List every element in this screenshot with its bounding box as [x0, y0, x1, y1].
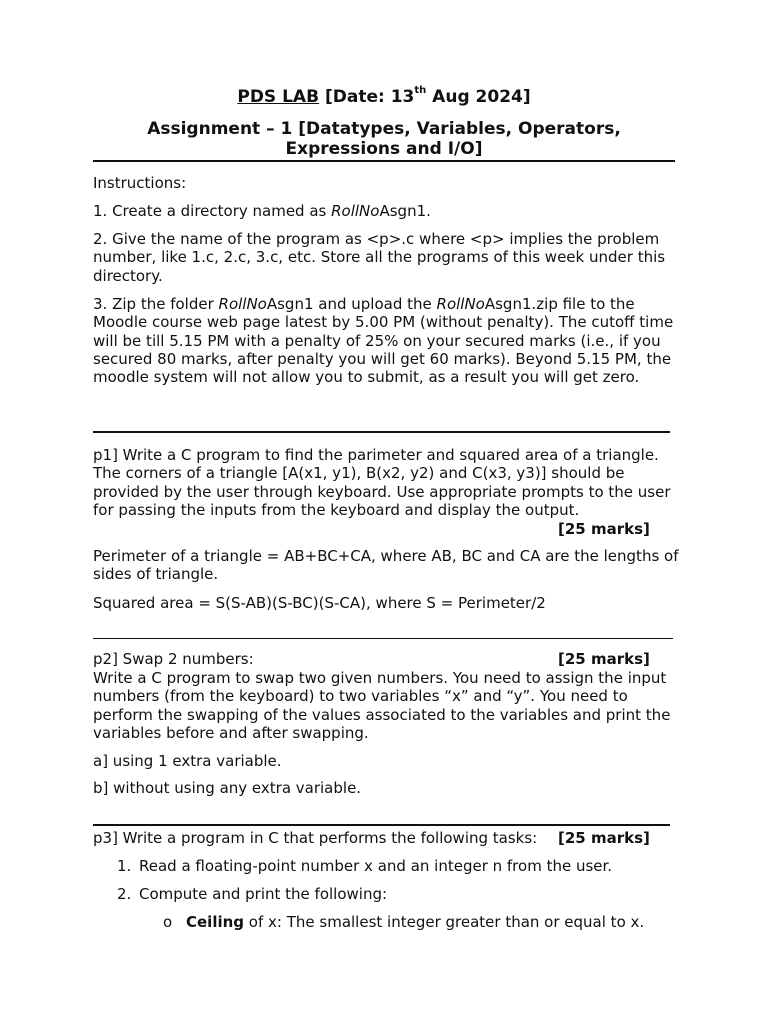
p3-item1-number: 1.	[117, 857, 132, 875]
instruction-1-text: 1. Create a directory named as	[93, 202, 332, 220]
instruction-3-c: Asgn1.zip file to the Moodle course web page latest by 5.00 PM (without penalty). The cutoff time will be till 5.15 PM with a penalty of 25% on your secured marks (i.e., if you secured 80 marks, after penalty you will get 60 marks). Beyond 5.15 PM, the moodle system will not allow you to submit, as a result you will get zero.	[93, 295, 674, 387]
rollno-italic: RollNo	[331, 202, 380, 220]
p3-item1: Read a floating-point number x and an integer n from the user.	[139, 857, 613, 875]
p2-option-b: b] without using any extra variable.	[93, 779, 362, 797]
instruction-1	[93, 202, 683, 220]
p1-marks: [25 marks]	[558, 520, 650, 538]
date-suffix: Aug 2024]	[426, 87, 531, 107]
bullet-icon: o	[163, 913, 173, 931]
p1-text: p1] Write a C program to find the parimeter and squared area of a triangle. The corners of a triangle [A(x1, y1), B(x2, y2) and C(x3, y3)] should be provided by the user through keyboard. Use appropriate prompts to the user for passing the inputs from the keyboard and display the output.	[93, 446, 671, 519]
instructions-heading: Instructions:	[93, 174, 187, 192]
p3-subitem-ceiling	[186, 913, 644, 931]
p1-perimeter: Perimeter of a triangle = AB+BC+CA, where AB, BC and CA are the lengths of sides of triangle.	[93, 547, 679, 584]
p1-area: Squared area = S(S-AB)(S-BC)(S-CA), where S = Perimeter/2	[93, 594, 546, 612]
instruction-3-b: Asgn1 and upload the	[266, 295, 437, 313]
title-rule	[93, 160, 675, 162]
p3-title: p3] Write a program in C that performs the following tasks:	[93, 829, 538, 847]
section-rule-2	[93, 638, 673, 639]
ceiling-text: of x: The smallest integer greater than or equal to x.	[244, 913, 645, 931]
assignment-title-line2: Expressions and I/O]	[285, 139, 483, 159]
p2-text: Write a C program to swap two given numbers. You need to assign the input numbers (from the keyboard) to two variables “x” and “y”. You need to perform the swapping of the values associated to the variables and print the variables before and after swapping.	[93, 669, 671, 742]
rollno-italic-2: RollNo	[218, 295, 267, 313]
section-rule-3	[93, 824, 670, 826]
section-rule-1	[93, 431, 670, 433]
ceiling-bold: Ceiling	[186, 913, 245, 931]
instruction-3	[93, 295, 681, 386]
date-superscript: th	[414, 85, 427, 97]
p2-option-a: a] using 1 extra variable.	[93, 752, 282, 770]
p2-marks: [25 marks]	[558, 650, 650, 668]
instruction-3-a: 3. Zip the folder	[93, 295, 219, 313]
p2-title: p2] Swap 2 numbers:	[93, 650, 254, 668]
instruction-1-suffix: Asgn1.	[379, 202, 431, 220]
header-title	[93, 87, 675, 107]
date-prefix: [Date: 13	[324, 87, 415, 107]
assignment-title-line1: Assignment – 1 [Datatypes, Variables, Operators,	[147, 119, 621, 139]
p3-item2-number: 2.	[117, 885, 132, 903]
p3-marks: [25 marks]	[558, 829, 650, 847]
instruction-2: 2. Give the name of the program as <p>.c where <p> implies the problem number, like 1.c, 2.c, 3.c, etc. Store all the programs of this week under this directory.	[93, 230, 666, 285]
p3-item2: Compute and print the following:	[139, 885, 388, 903]
rollno-italic-3: RollNo	[436, 295, 485, 313]
lab-title: PDS LAB	[237, 87, 320, 107]
